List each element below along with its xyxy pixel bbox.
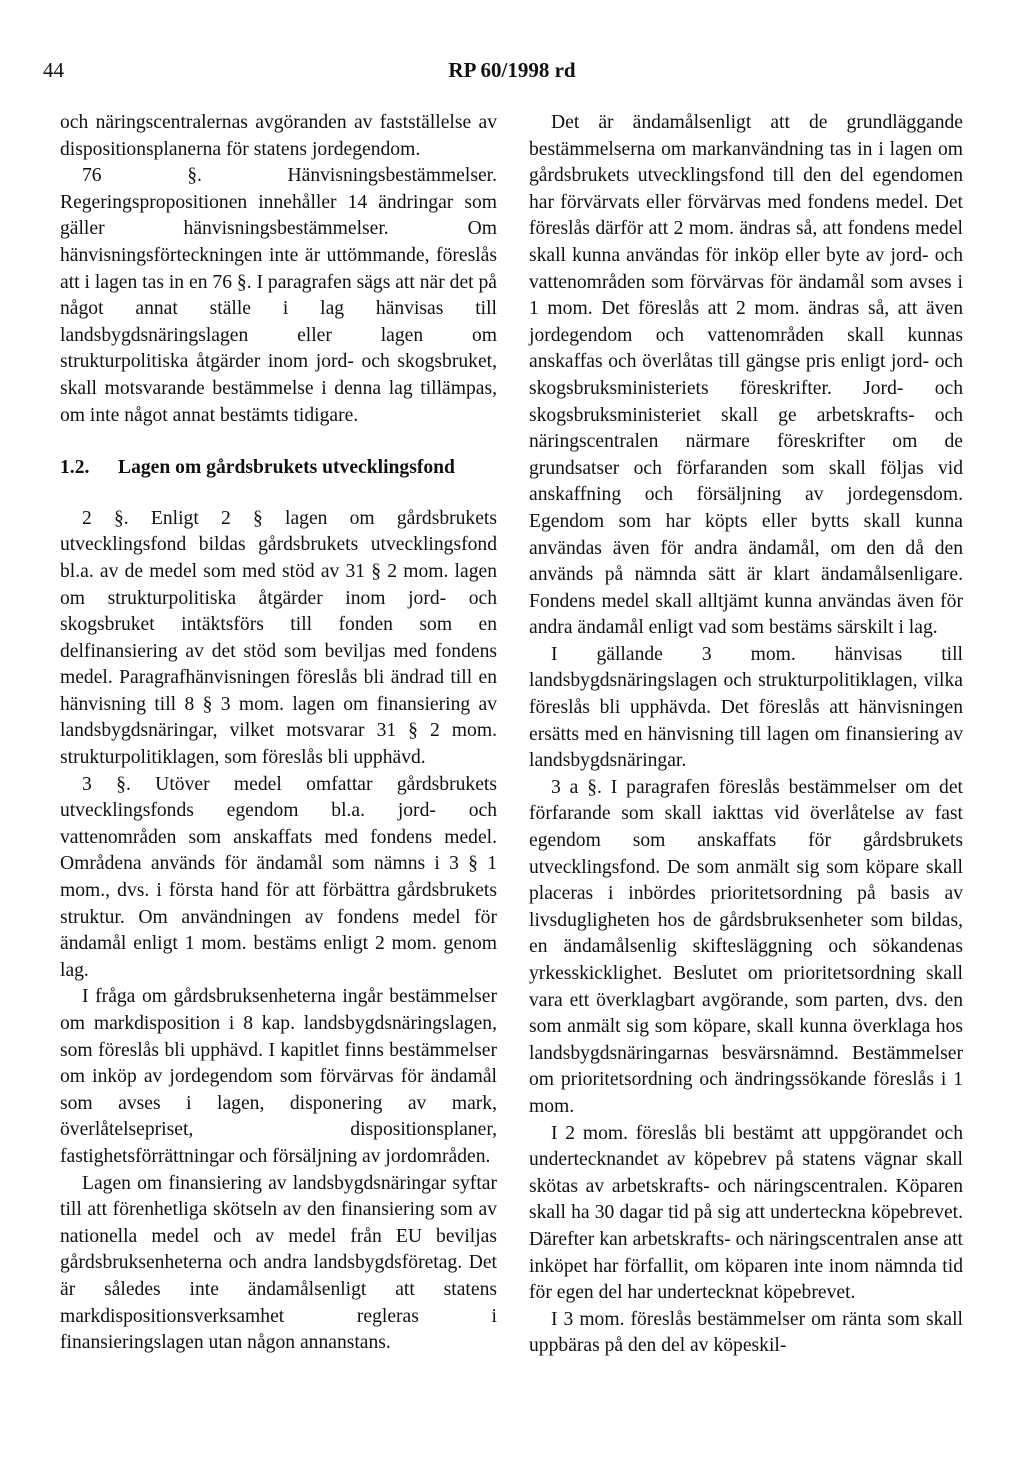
running-head: RP 60/1998 rd <box>448 58 576 82</box>
paragraph: och näringscentralernas avgöranden av fastställelse av dispositionsplanerna för statens jordegendom. <box>60 112 497 160</box>
section-title: Lagen om gårdsbrukets utvecklingsfond <box>118 457 455 479</box>
paragraph: Lagen om finansiering av landsbygdsnäringar syftar till att förenhetliga skötseln av den finansiering som av nationella medel och av medel från EU beviljas gårdsbruksenheterna och andra landsbygdsföretag. Det är således inte ändamålsenligt att statens markdispositionsverksamhet regleras i finansieringslagen utan någon annanstans. <box>60 1172 497 1354</box>
paragraph: I fråga om gårdsbruksenheterna ingår bestämmelser om markdisposition i 8 kap. landsbygdsnäringslagen, som föreslås bli upphävd. I kapitlet finns bestämmelser om inköp av jordegendom som förvärvas för ändamål som avses i lagen, disponering av mark, överlåtelsepriset, dispositionsplaner, fastighetsförrättningar och försäljning av jordområden. <box>60 986 497 1167</box>
paragraph: I 2 mom. föreslås bli bestämt att uppgörandet och undertecknandet av köpebrev på statens vägnar skall skötas av arbetskrafts- och näringscentralen. Köparen skall ha 30 dagar tid på sig att underteckna köpebrevet. Därefter kan arbetskrafts- och näringscentralen anse att inköpet har förfallit, om köparen inte inom nämnda tid för egen del har undertecknat köpebrevet. <box>529 1122 963 1304</box>
paragraph: 2 §. Enligt 2 § lagen om gårdsbrukets utvecklingsfond bildas gårdsbrukets utvecklingsfond bl.a. av de medel som med stöd av 31 § 2 mom. lagen om strukturpolitiska åtgärder inom jord- och skogsbruket intäktsförs till fonden som en delfinansiering av det stöd som beviljas med fondens medel. Paragrafhänvisningen föreslås bli ändrad till en hänvisning till 8 § 3 mom. lagen om finansiering av landsbygdsnäringar, vilket motsvarar 31 § 2 mom. strukturpolitiklagen, som föreslås bli upphävd. <box>60 507 497 769</box>
paragraph: I gällande 3 mom. hänvisas till landsbygdsnäringslagen och strukturpolitiklagen, vilka föreslås bli upphävda. Det föreslås att hänvisningen ersätts med en hänvisning till lagen om finansiering av landsbygdsnäringar. <box>529 643 963 772</box>
right-column <box>529 110 963 1360</box>
left-column <box>60 110 497 1357</box>
section-number: 1.2. <box>60 457 90 479</box>
paragraph: 3 a §. I paragrafen föreslås bestämmelser om det förfarande som skall iakttas vid överlåtelse av fast egendom som anskaffats för gårdsbrukets utvecklingsfond. De som anmält sig som köpare skall placeras i inbördes prioritetsordning på basis av livsdugligheten hos de gårdsbruksenheter som bildas, en ändamålsenlig skiftesläggning och sökandenas yrkesskicklighet. Beslutet om prioritetsordning skall vara ett överklagbart avgörande, som parten, dvs. den som anmält sig som köpare, skall kunna överklaga hos landsbygdsnäringarnas besvärsnämnd. Bestämmelser om prioritetsordning och ändringssökande föreslås i 1 mom. <box>529 776 963 1117</box>
paragraph: 3 §. Utöver medel omfattar gårdsbrukets utvecklingsfonds egendom bl.a. jord- och vattenområden som anskaffats med fondens medel. Områdena används för ändamål som nämns i 3 § 1 mom., dvs. i första hand för att förbättra gårdsbrukets struktur. Om användningen av fondens medel för ändamål enligt 1 mom. bestäms enligt 2 mom. genom lag. <box>60 773 497 981</box>
paragraph: 76 §. Hänvisningsbestämmelser. Regeringspropositionen innehåller 14 ändringar som gäller hänvisningsbestämmelser. Om hänvisningsförteckningen inte är uttömmande, föreslås att i lagen tas in en 76 §. I paragrafen sägs att när det på något annat ställe i lag hänvisas till landsbygdsnäringslagen eller lagen om strukturpolitiska åtgärder inom jord- och skogsbruket, skall motsvarande bestämmelse i denna lag tillämpas, om inte något annat bestämts tidigare. <box>60 165 497 426</box>
page-number: 44 <box>43 58 64 82</box>
paragraph: I 3 mom. föreslås bestämmelser om ränta som skall uppbäras på den del av köpeskil- <box>529 1308 963 1357</box>
section-heading <box>60 455 497 482</box>
page-header <box>0 58 1024 88</box>
paragraph: Det är ändamålsenligt att de grundläggande bestämmelserna om markanvändning tas in i lagen om gårdsbrukets utvecklingsfond till den del egendomen har förvärvats eller förvärvas med fondens medel. Det föreslås därför att 2 mom. ändras så, att fondens medel skall kunna användas för inköp eller byte av jord- och vattenområden som förvärvas för ändamål som avses i 1 mom. Det föreslås att 2 mom. ändras så, att även jordegendom och vattenområden skall kunnas anskaffas och överlåtas till gängse pris enligt jord- och skogsbruksministeriets föreskrifter. Jord- och skogsbruksministeriet skall ge arbetskrafts- och näringscentralen närmare föreskrifter om de grundsatser och förfaranden som skall följas vid anskaffning och försäljning av jordegensdom. Egendom som har köpts eller bytts skall kunna användas även för andra ändamål, om den då den används på nämnda sätt är klart ändamålsenligare. Fondens medel skall alltjämt kunna användas även för andra ändamål enligt vad som bestäms särskilt i lag. <box>529 112 963 639</box>
